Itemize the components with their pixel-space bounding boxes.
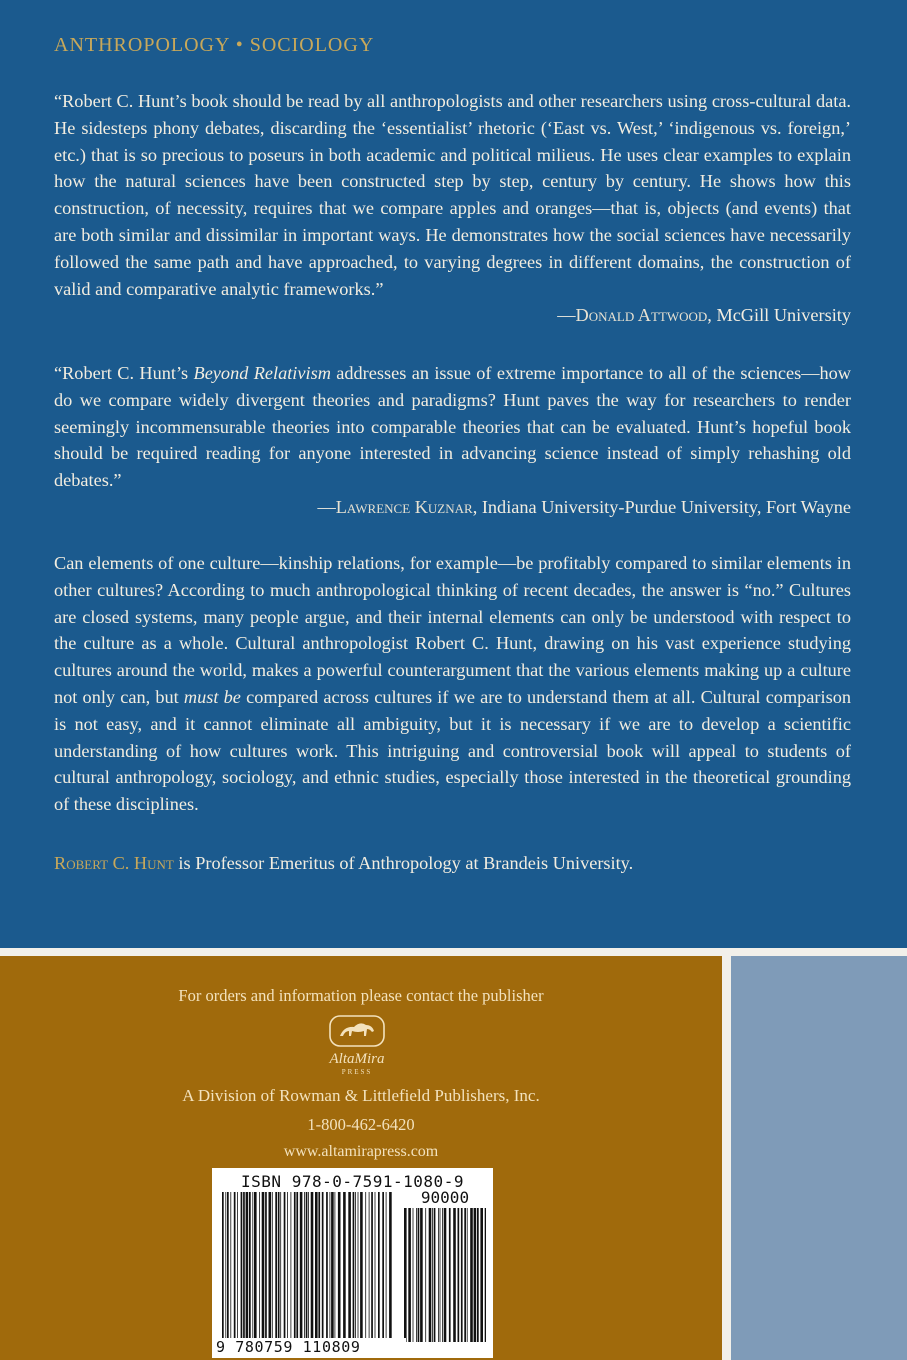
quote-1-dash: — (557, 305, 576, 326)
barcode-bar (371, 1192, 373, 1342)
barcode-bar (237, 1192, 238, 1342)
barcode-bar (294, 1192, 296, 1342)
barcode-bar (375, 1192, 376, 1342)
barcode-bar (343, 1192, 346, 1342)
endorsement-quote-1 (54, 88, 851, 329)
barcode-bar (355, 1192, 356, 1342)
bio-author-name: Robert C. Hunt (54, 853, 174, 873)
description-text-before: Can elements of one culture—kinship relations, for example—be profitably compared to similar elements in other cultures? According to much anthropological thinking of recent decades, the answer is “no.” Cultures are closed systems, many people argue, and their internal elements can only be understood with respect to the culture as a whole. Cultural anthropologist Robert C. Hunt, drawing on his vast experience studying cultures around the world, makes a powerful counterargument that the various elements making up a culture not only can, but (54, 553, 851, 707)
barcode-bar (280, 1192, 281, 1342)
quote-1-author: Donald Attwood (575, 305, 708, 326)
price-addon-number: 90000 (420, 1188, 470, 1207)
barcode-bar (227, 1192, 229, 1342)
barcode-bar (275, 1192, 277, 1342)
barcode-bar (440, 1208, 441, 1342)
barcode-bar (458, 1208, 460, 1342)
barcode-bar (322, 1192, 324, 1342)
publisher-website: www.altamirapress.com (283, 1143, 439, 1160)
quote-1-text: “Robert C. Hunt’s book should be read by all anthropologists and other researchers using cross-cultural data. He sidesteps phony debates, discarding the ‘essentialist’ rhetoric (‘East vs. West,’ ‘indigenous vs. foreign,’ etc.) that is so precious to poseurs in both academic and political milieus. He uses clear examples to explain how the natural sciences have been constructed step by step, century by century. He shows how this construction, of necessity, requires that we compare apples and oranges—that is, objects (and events) that are both similar and dissimilar in important ways. He demonstrates how the social sciences have necessarily followed the same path and have approached, to varying degrees in different domains, the construction of valid and comparative analytic frameworks.” (54, 91, 851, 299)
barcode-bar (230, 1192, 231, 1342)
endorsement-quote-2 (54, 360, 851, 521)
barcode-bar (278, 1192, 280, 1342)
description-emphasis: must be (183, 686, 241, 707)
barcode-bar (425, 1208, 426, 1342)
barcode-bar (335, 1192, 336, 1342)
barcode-bar (416, 1208, 417, 1342)
grey-side-panel (731, 956, 907, 1360)
publisher-contact-line: For orders and information please contact the publisher (178, 986, 544, 1005)
bison-icon (340, 1023, 374, 1036)
quote-2-attribution (54, 494, 851, 521)
barcode-bar (444, 1208, 447, 1342)
barcode-bar (296, 1192, 298, 1342)
isbn-label: ISBN 978-0-7591-1080-9 (241, 1172, 464, 1191)
barcode-bar (418, 1208, 420, 1342)
quote-2-author: Lawrence Kuznar (335, 496, 473, 517)
barcode-bar (382, 1192, 384, 1342)
barcode-bar (369, 1192, 370, 1342)
logo-wordmark: AltaMira (329, 1051, 385, 1067)
barcode-bar (434, 1208, 436, 1342)
bio-text: is Professor Emeritus of Anthropology at Brandeis University. (173, 853, 634, 873)
barcode-bar (306, 1192, 308, 1342)
ean-barcode-bars (222, 1192, 392, 1342)
barcode-bar (318, 1192, 320, 1342)
barcode-bar (477, 1208, 479, 1342)
barcode-bar (453, 1208, 456, 1342)
barcode-bar (348, 1192, 351, 1342)
barcode-bar (413, 1208, 414, 1342)
barcode-bar (225, 1192, 226, 1342)
barcode-bar (272, 1192, 273, 1342)
ean-number: 9 780759 110809 (216, 1338, 406, 1356)
barcode-bar (480, 1208, 483, 1342)
barcode-bar (326, 1192, 328, 1342)
quote-2-affiliation: , Indiana University-Purdue University, Fort Wayne (472, 496, 851, 517)
barcode-bar (331, 1192, 334, 1342)
barcode-bar (234, 1192, 236, 1342)
barcode-bar (300, 1192, 303, 1342)
barcode-bar (308, 1192, 309, 1342)
logo-subtext: PRESS (341, 1068, 373, 1076)
barcode-bar (378, 1192, 380, 1342)
barcode-bar (262, 1192, 265, 1342)
barcode-bar (222, 1192, 224, 1342)
publisher-division: A Division of Rowman & Littlefield Publishers, Inc. (182, 1086, 540, 1105)
barcode-bar (449, 1208, 451, 1342)
quote-2-text-before: “Robert C. Hunt’s (54, 363, 194, 383)
barcode-bar (358, 1192, 359, 1342)
barcode-bar (311, 1192, 314, 1342)
barcode-bar (485, 1208, 486, 1342)
barcode-bar (330, 1192, 331, 1342)
altamira-logo (312, 1012, 402, 1078)
barcode-bar (338, 1192, 341, 1342)
quote-2-text-after: addresses an issue of extreme importance to all of the sciences—how do we compare widely divergent theories and paradigms? Hunt paves the way for researchers to render seemingly incommensurable theories into comparable theories that can be evaluated. Hunt’s hopeful book should be required reading for anyone interested in advancing science instead of simply rehashing old debates.” (54, 363, 851, 491)
quote-1-attribution (54, 302, 851, 329)
barcode-bar (467, 1208, 468, 1342)
barcode-bar (249, 1192, 251, 1342)
barcode-bar (287, 1192, 288, 1342)
category-heading: ANTHROPOLOGY • SOCIOLOGY (54, 34, 375, 56)
description-text-after: compared across cultures if we are to understand them at all. Cultural comparison is not easy, and it cannot eliminate all ambiguity, but it is necessary if we are to develop a scientific understanding of how cultures work. This intriguing and controversial book will appeal to students of cultural anthropology, sociology, and ethnic studies, especially those interested in the theoretical grounding of these disciplines. (54, 686, 851, 815)
publisher-phone: 1-800-462-6420 (307, 1115, 415, 1134)
barcode-bar (389, 1192, 392, 1342)
book-description (54, 550, 851, 818)
barcode-bar (404, 1208, 407, 1342)
quote-2-dash: — (317, 496, 336, 517)
barcode-bar (442, 1208, 443, 1342)
barcode-bar (315, 1192, 318, 1342)
barcode-bar (360, 1192, 363, 1342)
quote-2-book-title: Beyond Relativism (193, 363, 331, 383)
barcode-bar (252, 1192, 253, 1342)
isbn-barcode (212, 1168, 493, 1358)
barcode-bar (241, 1192, 243, 1342)
barcode-bar (470, 1208, 473, 1342)
barcode-bar (246, 1192, 249, 1342)
addon-barcode-bars (404, 1208, 486, 1342)
barcode-bar (365, 1192, 366, 1342)
barcode-bar (284, 1192, 286, 1342)
barcode-bar (429, 1208, 432, 1342)
barcode-bar (243, 1192, 245, 1342)
barcode-bar (474, 1208, 477, 1342)
barcode-bar (304, 1192, 305, 1342)
author-bio (54, 850, 851, 877)
barcode-bar (438, 1208, 439, 1342)
barcode-bar (291, 1192, 292, 1342)
barcode-bar (254, 1192, 257, 1342)
barcode-bar (464, 1208, 466, 1342)
barcode-bar (432, 1208, 433, 1342)
barcode-bar (353, 1192, 355, 1342)
barcode-bar (420, 1208, 423, 1342)
barcode-bar (265, 1192, 267, 1342)
barcode-bar (461, 1208, 463, 1342)
barcode-bar (408, 1208, 411, 1342)
quote-1-affiliation: , McGill University (707, 305, 851, 326)
barcode-bar (386, 1192, 387, 1342)
barcode-bar (269, 1192, 272, 1342)
barcode-bar (259, 1192, 260, 1342)
